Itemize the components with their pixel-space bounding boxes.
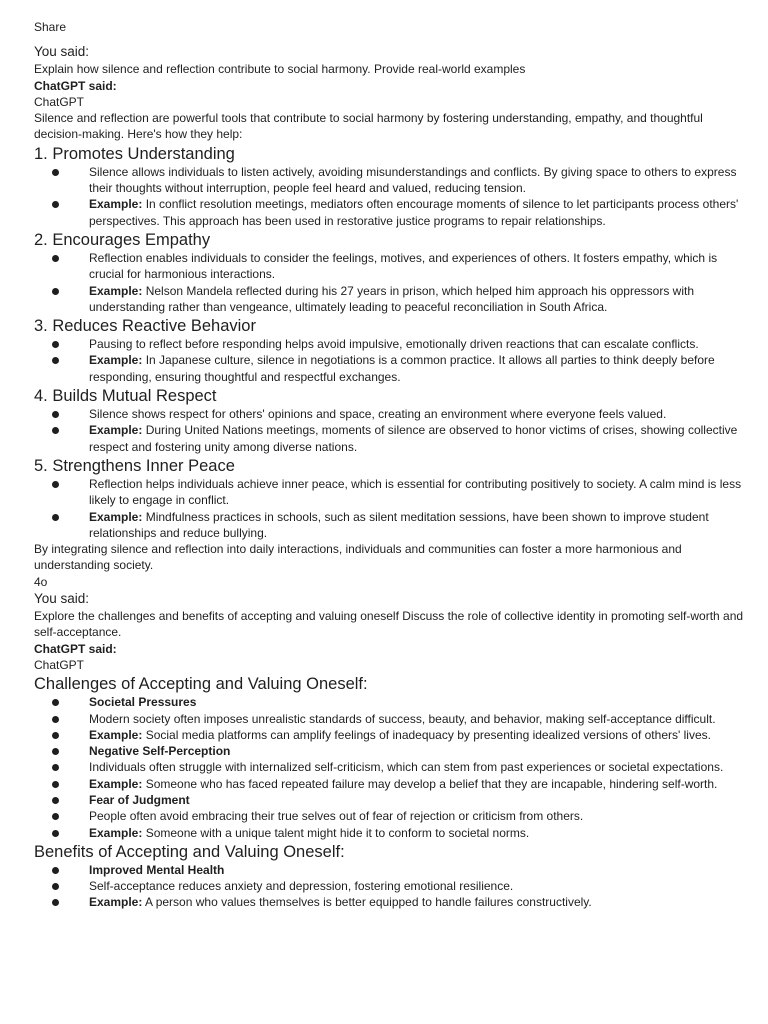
bullet-list: [34, 250, 746, 315]
bullet-item: [34, 825, 746, 841]
bullet-text: During United Nations meetings, moments of silence are observed to honor victims of crises, showing collective respect and fostering unity among diverse nations.: [89, 423, 738, 454]
bullet-item: [34, 476, 746, 509]
bullet-icon: [52, 830, 59, 837]
bullet-text: Fear of Judgment: [89, 792, 190, 807]
bullet-text: Silence allows individuals to listen actively, avoiding misunderstandings and conflicts. By giving space to others to express their thoughts without interruption, people feel heard and valued, reducing tension.: [89, 164, 737, 196]
bullet-list: [34, 694, 746, 841]
bullet-icon: [52, 341, 59, 348]
bullet-item: [34, 711, 746, 727]
section-heading: 2. Encourages Empathy: [34, 230, 211, 249]
bullet-icon: [52, 764, 59, 771]
bullet-text: Nelson Mandela reflected during his 27 years in prison, which helped him approach his oppressors with understanding rather than vengeance, ultimately leading to peaceful reconciliation in South Africa.: [89, 283, 694, 314]
conversation-turn-1: [34, 43, 746, 590]
bullet-text: Reflection helps individuals achieve inner peace, which is essential for contributing positively to society. A calm mind is less likely to engage in conflict.: [89, 476, 742, 508]
bullet-icon: [52, 867, 59, 874]
bullet-text: Negative Self-Perception: [89, 744, 231, 759]
example-prefix: Example:: [89, 509, 143, 524]
bullet-item: [34, 509, 746, 542]
example-prefix: Example:: [89, 353, 143, 368]
bullet-item: [34, 164, 746, 197]
section-heading: 4. Builds Mutual Respect: [34, 387, 217, 406]
bullet-text: A person who values themselves is better equipped to handle failures constructively.: [142, 895, 592, 910]
bullet-item: [34, 759, 746, 775]
section-heading: 3. Reduces Reactive Behavior: [34, 317, 256, 336]
bullet-icon: [52, 716, 59, 723]
user-label: You said:: [34, 591, 90, 607]
user-prompt: Explain how silence and reflection contribute to social harmony. Provide real-world examples: [34, 62, 526, 77]
bullet-item: [34, 808, 746, 824]
section-heading: Benefits of Accepting and Valuing Oneself:: [34, 842, 345, 861]
bullet-text: Individuals often struggle with internalized self-criticism, which can stem from past experiences or societal expectations.: [89, 760, 724, 775]
bullet-text: In Japanese culture, silence in negotiations is a common practice. It allows all parties to think deeply before responding, ensuring thoughtful and respectful exchanges.: [89, 353, 715, 384]
bullet-text: Reflection enables individuals to consider the feelings, motives, and experiences of others. It fosters empathy, which is crucial for harmonious interactions.: [89, 250, 718, 282]
example-prefix: Example:: [89, 197, 143, 212]
bullet-item: [34, 406, 746, 422]
assistant-name: ChatGPT: [34, 94, 85, 109]
bullet-list: [34, 476, 746, 541]
bullet-icon: [52, 781, 59, 788]
bullet-item: [34, 196, 746, 229]
bullet-list: [34, 164, 746, 229]
bullet-text: Mindfulness practices in schools, such as silent meditation sessions, have been shown to improve student relationships and reduce bullying.: [89, 509, 709, 540]
assistant-label: ChatGPT said:: [34, 641, 117, 656]
example-prefix: Example:: [89, 895, 143, 910]
bullet-item: [34, 352, 746, 385]
bullet-item: [34, 727, 746, 743]
bullet-list: [34, 862, 746, 911]
bullet-icon: [52, 899, 59, 906]
response-sections: [34, 674, 746, 911]
bullet-text: Someone with a unique talent might hide it to conform to societal norms.: [142, 825, 530, 840]
bullet-text: In conflict resolution meetings, mediators often encourage moments of silence to let participants process others' perspectives. This approach has been used in restorative justice programs to repair relationships.: [89, 197, 739, 228]
bullet-text: Societal Pressures: [89, 695, 197, 710]
bullet-subheading: [34, 792, 746, 808]
response-intro: Silence and reflection are powerful tools that contribute to social harmony by fostering understanding, empathy, and thoughtful decision-making. Here's how they help:: [34, 111, 703, 142]
bullet-text: Modern society often imposes unrealistic standards of success, beauty, and behavior, making self-acceptance difficult.: [89, 711, 716, 726]
bullet-icon: [52, 732, 59, 739]
bullet-icon: [52, 411, 59, 418]
bullet-item: [34, 878, 746, 894]
example-prefix: Example:: [89, 825, 143, 840]
assistant-name: ChatGPT: [34, 657, 85, 672]
bullet-icon: [52, 357, 59, 364]
example-prefix: Example:: [89, 423, 143, 438]
conversation-turn-2: [34, 590, 746, 911]
assistant-label: ChatGPT said:: [34, 78, 117, 93]
bullet-item: [34, 250, 746, 283]
bullet-text: Someone who has faced repeated failure may develop a belief that they are incapable, hindering self-worth.: [142, 776, 718, 791]
share-label[interactable]: Share: [34, 20, 67, 34]
bullet-item: [34, 283, 746, 316]
bullet-icon: [52, 427, 59, 434]
bullet-item: [34, 336, 746, 352]
bullet-icon: [52, 883, 59, 890]
example-prefix: Example:: [89, 283, 143, 298]
bullet-icon: [52, 288, 59, 295]
bullet-item: [34, 776, 746, 792]
bullet-icon: [52, 201, 59, 208]
section-heading: 1. Promotes Understanding: [34, 144, 235, 163]
response-sections: [34, 144, 746, 541]
bullet-icon: [52, 797, 59, 804]
bullet-list: [34, 406, 746, 455]
bullet-text: People often avoid embracing their true selves out of fear of rejection or criticism from others.: [89, 809, 584, 824]
bullet-icon: [52, 514, 59, 521]
bullet-subheading: [34, 862, 746, 878]
bullet-icon: [52, 255, 59, 262]
bullet-text: Social media platforms can amplify feelings of inadequacy by presenting idealized versions of others' lives.: [142, 727, 711, 742]
response-conclusion: By integrating silence and reflection into daily interactions, individuals and communities can foster a more harmonious and understanding society.: [34, 542, 682, 573]
bullet-subheading: [34, 694, 746, 710]
bullet-icon: [52, 699, 59, 706]
bullet-text: Pausing to reflect before responding helps avoid impulsive, emotionally driven reactions that can escalate conflicts.: [89, 337, 699, 352]
bullet-item: [34, 894, 746, 910]
example-prefix: Example:: [89, 776, 143, 791]
bullet-text: Self-acceptance reduces anxiety and depression, fostering emotional resilience.: [89, 879, 514, 894]
conversation-document: [34, 19, 746, 911]
bullet-text: Improved Mental Health: [89, 862, 225, 877]
user-prompt: Explore the challenges and benefits of accepting and valuing oneself Discuss the role of collective identity in promoting self-worth and self-acceptance.: [34, 609, 744, 640]
section-heading: Challenges of Accepting and Valuing Oneself:: [34, 675, 368, 694]
bullet-icon: [52, 169, 59, 176]
bullet-list: [34, 336, 746, 385]
bullet-icon: [52, 748, 59, 755]
bullet-text: Silence shows respect for others' opinions and space, creating an environment where everyone feels valued.: [89, 407, 667, 422]
bullet-icon: [52, 481, 59, 488]
bullet-item: [34, 422, 746, 455]
example-prefix: Example:: [89, 727, 143, 742]
bullet-subheading: [34, 743, 746, 759]
user-label: You said:: [34, 44, 90, 60]
section-heading: 5. Strengthens Inner Peace: [34, 456, 235, 475]
bullet-icon: [52, 813, 59, 820]
model-tag: 4o: [34, 574, 48, 589]
